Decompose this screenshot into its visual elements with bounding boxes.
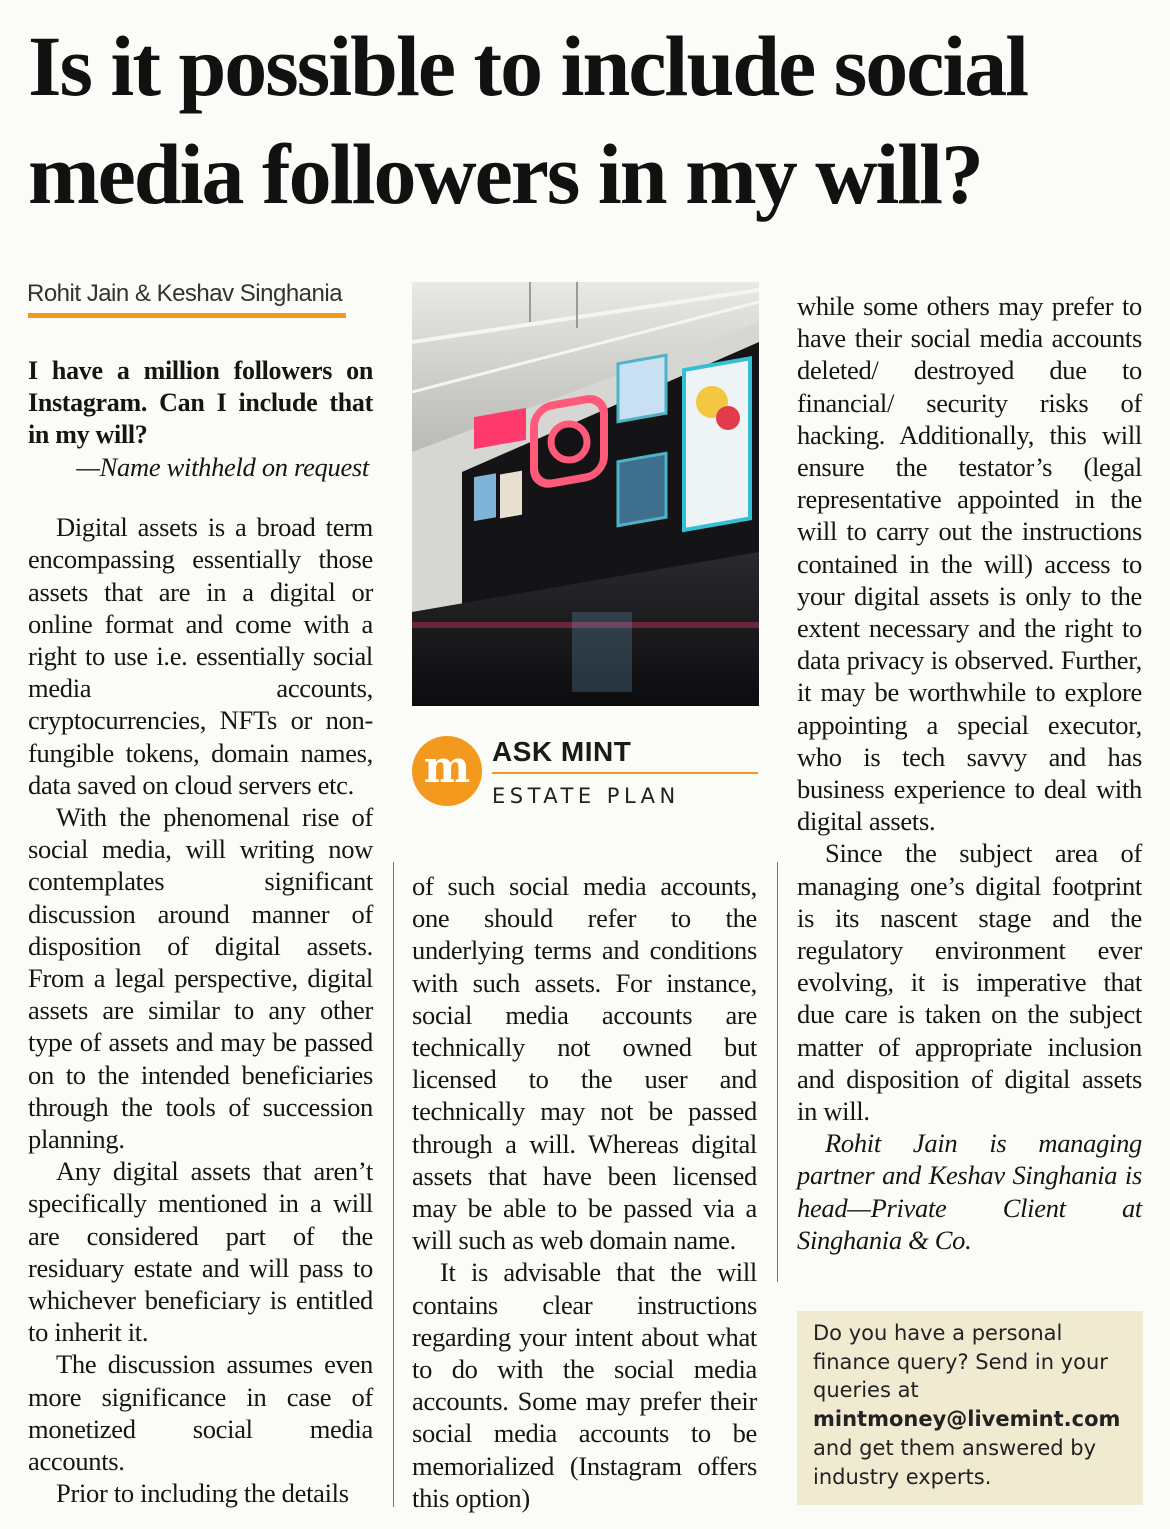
paragraph: Prior to including the details [56, 1478, 349, 1509]
paragraph: The discussion assumes even more significance in case of monetized social media accounts. [28, 1349, 373, 1477]
paragraph: while some others may prefer to have their social media accounts deleted/ destroyed due to financial/ security risks of hacking. Additionally, this will ensure the testator’s (legal representative appointed in the will to carry out the instructions contained in the will) access to your digital assets is only to the extent necessary and the right to data privacy is observed. Further, it may be worthwhile to explore appointing a special executor, who is tech savvy and has business experience to deal with digital assets. [797, 291, 1142, 837]
column-divider [777, 862, 778, 1282]
paragraph: Digital assets is a broad term encompassing essentially those assets that are in a digital or online format and come with a right to use i.e. essentially social media accounts, cryptocurrencies, NFTs or non-fungible tokens, domain names, data saved on cloud servers etc. [28, 512, 373, 800]
column-divider [393, 862, 394, 1507]
section-title-rule [492, 772, 758, 774]
column-3 [797, 290, 1142, 1256]
paragraph: With the phenomenal rise of social media, will writing now contemplates significant discussion around manner of disposition of digital assets. From a legal perspective, digital assets are similar to any other type of assets and may be passed on to the intended beneficiaries through the tools of succession planning. [28, 802, 373, 1155]
column-1 [28, 355, 373, 1510]
query-email-link[interactable]: mintmoney@livemint.com [813, 1407, 1121, 1432]
byline: Rohit Jain & Keshav Singhania [27, 280, 343, 307]
author-credit: Rohit Jain is managing partner and Keshav Singhania is head—Private Client at Singhania & Co. [797, 1128, 1142, 1255]
paragraph: Since the subject area of managing one’s digital footprint is its nascent stage and the regulatory environment ever evolving, it is imperative that due care is taken on the subject matter of appropriate inclusion and disposition of digital assets in will. [797, 838, 1142, 1127]
column-2 [412, 870, 757, 1514]
mint-logo-badge: m [412, 736, 482, 806]
question-source: —Name withheld on request [76, 452, 369, 482]
article-photo [412, 282, 759, 706]
section-title: ASK MINT [492, 736, 632, 767]
paragraph: It is advisable that the will contains clear instructions regarding your intent about what to do with the social media accounts. Some may prefer their social media accounts to be memorialized (Instagram offers this option) [412, 1257, 757, 1513]
reader-question: I have a million followers on Instagram. Can I include that in my will? [28, 356, 373, 449]
query-box-intro: Do you have a personal finance query? Send in your queries at [813, 1321, 1108, 1403]
query-box [797, 1311, 1143, 1505]
paragraph: of such social media accounts, one should refer to the underlying terms and conditions with such assets. For instance, social media accounts are technically not owned but licensed to the user and technically may not be passed through a will. Whereas digital assets that have been licensed may be able to be passed via a will such as web domain name. [412, 871, 757, 1256]
query-box-outro: and get them answered by industry experts. [813, 1435, 1097, 1489]
instagram-exhibit-illustration [412, 282, 759, 706]
paragraph: Any digital assets that aren’t specifically mentioned in a will are considered part of the residuary estate and will pass to whichever beneficiary is entitled to inherit it. [28, 1156, 373, 1348]
byline-underline [28, 313, 346, 318]
headline: Is it possible to include social media followers in my will? [28, 18, 1028, 222]
section-subtitle: ESTATE PLAN [492, 784, 680, 808]
